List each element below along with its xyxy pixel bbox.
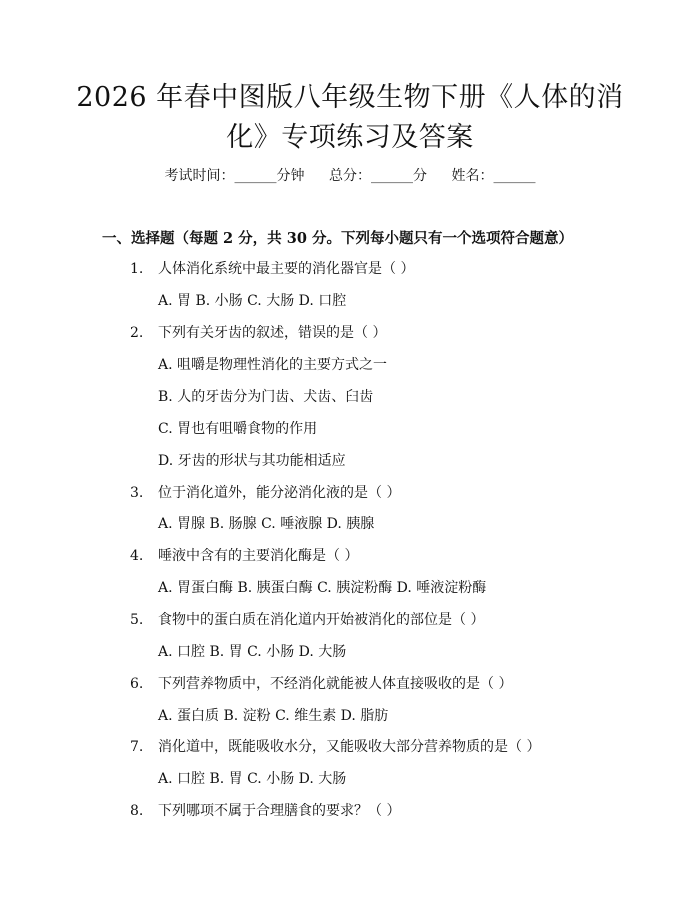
title-line-2: 化》专项练习及答案 (226, 122, 474, 153)
question-number: 8. (130, 803, 144, 819)
exam-name: 姓名：______ (451, 168, 536, 184)
section-heading: 一、选择题（每题 2 分，共 30 分。下列每小题只有一个选项符合题意） (102, 230, 573, 247)
question-text: 食物中的蛋白质在消化道内开始被消化的部位是（ ） (158, 612, 485, 628)
question-2-option-c: C. 胃也有咀嚼食物的作用 (158, 421, 318, 437)
question-1-options: A. 胃 B. 小肠 C. 大肠 D. 口腔 (158, 293, 347, 309)
exam-meta (0, 166, 700, 186)
question-number: 4. (130, 548, 144, 564)
question-text: 下列哪项不属于合理膳食的要求？（ ） (158, 803, 401, 819)
question-number: 5. (130, 612, 144, 628)
question-5-options: A. 口腔 B. 胃 C. 小肠 D. 大肠 (158, 644, 347, 660)
exam-score: 总分：______分 (329, 168, 427, 184)
question-3-options: A. 胃腺 B. 肠腺 C. 唾液腺 D. 胰腺 (158, 516, 375, 532)
document-title (70, 78, 630, 158)
question-2-option-b: B. 人的牙齿分为门齿、犬齿、臼齿 (158, 389, 374, 405)
question-4-options: A. 胃蛋白酶 B. 胰蛋白酶 C. 胰淀粉酶 D. 唾液淀粉酶 (158, 580, 487, 596)
question-text: 下列营养物质中，不经消化就能被人体直接吸收的是（ ） (158, 676, 513, 692)
question-text: 消化道中，既能吸收水分，又能吸收大部分营养物质的是（ ） (158, 739, 541, 755)
question-7-options: A. 口腔 B. 胃 C. 小肠 D. 大肠 (158, 771, 347, 787)
question-number: 3. (130, 485, 144, 501)
question-number: 2. (130, 325, 144, 341)
question-text: 人体消化系统中最主要的消化器官是（ ） (158, 261, 415, 277)
question-text: 位于消化道外，能分泌消化液的是（ ） (158, 485, 401, 501)
question-text: 唾液中含有的主要消化酶是（ ） (158, 548, 359, 564)
question-number: 7. (130, 739, 144, 755)
question-text: 下列有关牙齿的叙述，错误的是（ ） (158, 325, 387, 341)
question-number: 6. (130, 676, 144, 692)
exam-time: 考试时间：______分钟 (164, 168, 305, 184)
question-2-option-a: A. 咀嚼是物理性消化的主要方式之一 (158, 357, 388, 373)
question-2-option-d: D. 牙齿的形状与其功能相适应 (158, 453, 346, 469)
question-6-options: A. 蛋白质 B. 淀粉 C. 维生素 D. 脂肪 (158, 708, 389, 724)
question-number: 1. (130, 261, 144, 277)
title-line-1: 2026 年春中图版八年级生物下册《人体的消 (76, 82, 624, 113)
